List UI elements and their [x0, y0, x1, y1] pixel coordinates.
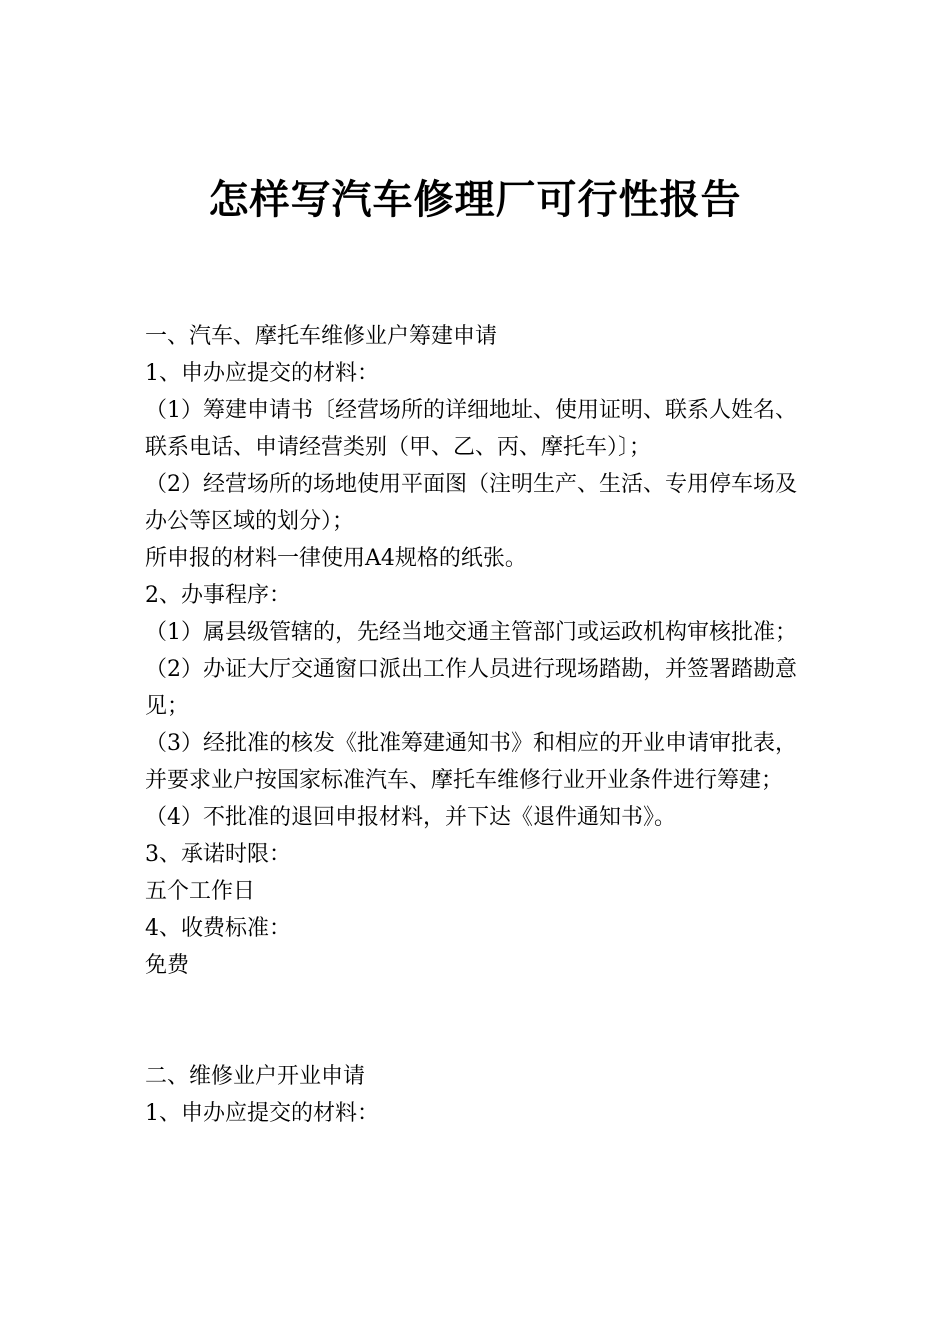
section1-item2-paragraph1: （1）属县级管辖的，先经当地交通主管部门或运政机构审核批准；: [145, 620, 797, 645]
document-title: 怎样写汽车修理厂可行性报告: [208, 177, 742, 223]
section1-item1-heading: 1、申办应提交的材料：: [145, 361, 379, 386]
section1-item1-note: 所申报的材料一律使用A4规格的纸张。: [145, 546, 527, 571]
section2-item1-heading: 1、申办应提交的材料：: [145, 1101, 379, 1126]
section1-item4-heading: 4、收费标准：: [145, 916, 291, 941]
document-body: [145, 318, 810, 1132]
section1-item1-paragraph1: （1）筹建申请书〔经营场所的详细地址、使用证明、联系人姓名、联系电话、申请经营类别（甲、乙、丙、摩托车）〕；: [145, 398, 797, 460]
section1-item2-paragraph2: （2）办证大厅交通窗口派出工作人员进行现场踏勘，并签署踏勘意见；: [145, 657, 797, 719]
section2-heading: 二、维修业户开业申请: [145, 1064, 366, 1089]
section1-item3-heading: 3、承诺时限：: [145, 842, 291, 867]
section-spacer: [145, 984, 810, 1058]
section1-item2-heading: 2、办事程序：: [145, 583, 291, 608]
section1-item4-value: 免费: [145, 953, 190, 978]
section1-item2-paragraph4: （4）不批准的退回申报材料，并下达《退件通知书》。: [145, 805, 676, 830]
section1-item3-value: 五个工作日: [145, 879, 256, 904]
section1-heading: 一、汽车、摩托车维修业户筹建申请: [145, 324, 498, 349]
section1-item1-paragraph2: （2）经营场所的场地使用平面图（注明生产、生活、专用停车场及办公等区域的划分）；: [145, 472, 797, 534]
section1-item2-paragraph3: （3）经批准的核发《批准筹建通知书》和相应的开业申请审批表，并要求业户按国家标准汽车、摩托车维修行业开业条件进行筹建；: [145, 731, 797, 793]
